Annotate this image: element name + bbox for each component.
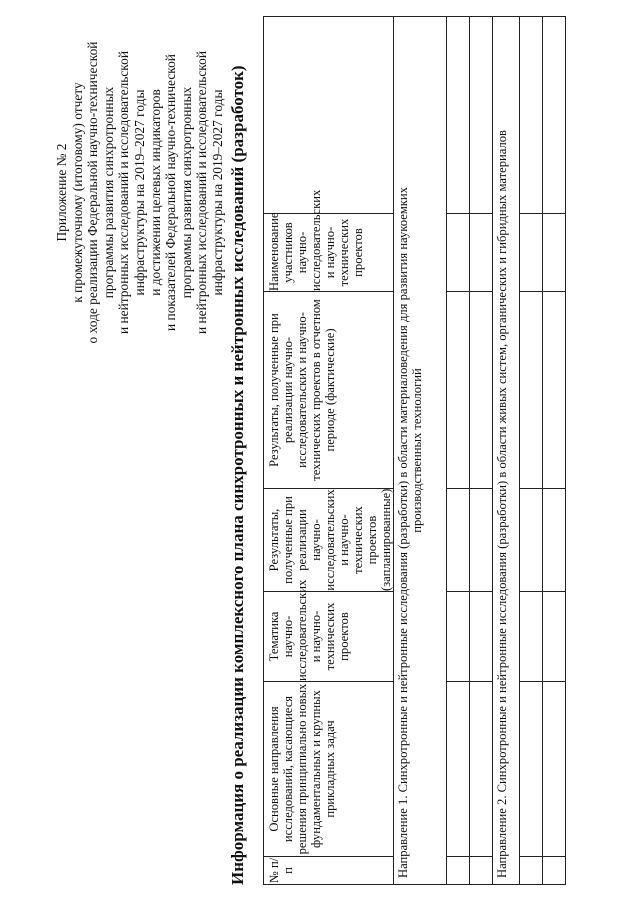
header-line: программы развития синхротронных [178, 86, 194, 299]
direction-2-text: Направление 2. Синхротронные и нейтронные исследования (разработки) в области живых систем, органических и гибридных материалов [495, 129, 509, 878]
table-header-row [264, 17, 394, 885]
col-header-directions: Основные направления исследований, касающиеся решения принципиально новых фундаментальных и крупных прикладных задач [264, 682, 394, 857]
table-row [520, 17, 543, 885]
header-line: программы развития синхротронных [100, 86, 116, 299]
table-row [543, 17, 566, 885]
results-table [263, 16, 566, 885]
header-line: Приложение № 2 [54, 143, 69, 242]
document-title: Информация о реализации комплексного плана синхротронных и нейтронных исследований (разработок) [228, 65, 247, 885]
col-header-blank [264, 17, 394, 214]
header-line: и нейтронных исследований и исследовательской [116, 51, 132, 334]
col-header-number: № п/п [264, 857, 394, 885]
direction-row [394, 17, 447, 885]
direction-1-text: Направление 1. Синхротронные и нейтронные исследования (разработки) в области материаловедения для развития наукоемких [396, 187, 410, 878]
col-header-planned-results: Результаты, полученные при реализации научно-исследовательских и научно-технических проектов (запланированные) [264, 489, 394, 592]
header-line: и показателей Федеральной научно-технической [163, 54, 179, 331]
header-line: инфраструктуры на 2019–2027 годы [209, 89, 225, 296]
header-line: инфраструктуры на 2019–2027 годы [131, 89, 147, 296]
direction-1-text-cont: производственных технологий [410, 368, 424, 533]
col-header-actual-results: Результаты, полученные при реализации научно-исследовательских и научно-технических проектов в отчетном периоде (фактические) [264, 292, 394, 489]
col-header-topics: Тематика научно-исследовательских и научно-технических проектов [264, 592, 394, 682]
appendix-header [54, 0, 226, 385]
header-line: к промежуточному (итоговому) отчету [69, 82, 85, 303]
table-row [470, 17, 493, 885]
col-header-participants: Наименование участников научно-исследовательских и научно-технических проектов [264, 214, 394, 292]
header-line: о ходе реализации Федеральной научно-технической [85, 41, 101, 344]
header-line: и достижении целевых индикаторов [147, 89, 163, 296]
table-row [447, 17, 470, 885]
header-line: и нейтронных исследований и исследовательской [194, 51, 210, 334]
direction-row [493, 17, 520, 885]
